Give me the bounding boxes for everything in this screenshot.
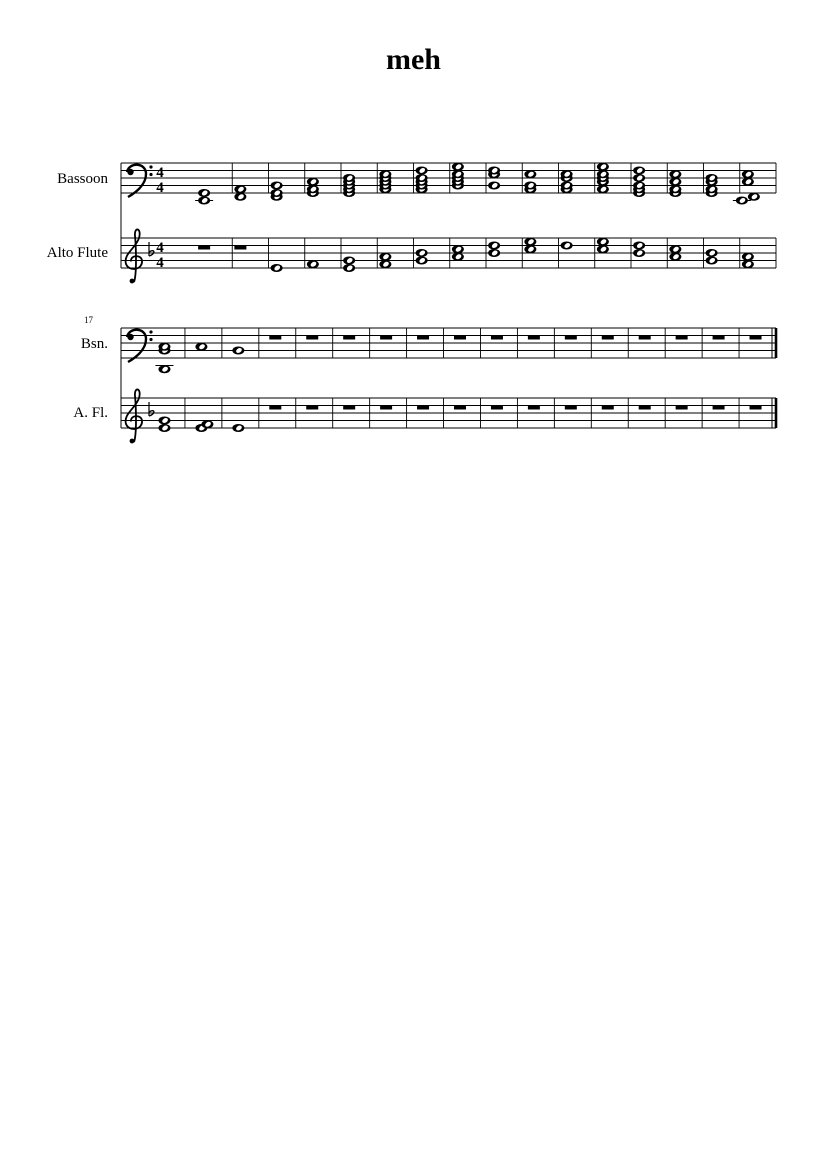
bassoon-whole-rest bbox=[491, 336, 503, 340]
bassoon-whole-rest bbox=[565, 336, 577, 340]
bassoon-whole-rest bbox=[343, 336, 355, 340]
bass-clef-icon bbox=[149, 330, 152, 333]
time-signature-numerator: 4 bbox=[156, 165, 164, 181]
alto-flute-whole-rest bbox=[343, 406, 355, 410]
bassoon-whole-rest bbox=[639, 336, 651, 340]
bassoon-whole-rest bbox=[528, 336, 540, 340]
bassoon-whole-rest bbox=[750, 336, 762, 340]
alto-flute-whole-rest bbox=[198, 246, 210, 250]
alto-flute-whole-rest bbox=[417, 406, 429, 410]
bassoon-whole-rest bbox=[380, 336, 392, 340]
alto-flute-label: Alto Flute bbox=[46, 245, 108, 261]
alto-flute-whole-rest bbox=[639, 406, 651, 410]
alto-flute-whole-rest bbox=[528, 406, 540, 410]
alto-flute-whole-rest bbox=[234, 246, 246, 250]
alto-flute-whole-rest bbox=[306, 406, 318, 410]
alto-flute-whole-rest bbox=[565, 406, 577, 410]
bassoon-whole-rest bbox=[306, 336, 318, 340]
bass-clef-icon bbox=[149, 165, 152, 168]
alto-flute-whole-rest bbox=[491, 406, 503, 410]
alto-flute-whole-rest bbox=[713, 406, 725, 410]
bass-clef-icon bbox=[149, 173, 152, 176]
bass-clef-icon bbox=[127, 334, 133, 340]
alto-flute-whole-rest bbox=[676, 406, 688, 410]
bassoon-whole-rest bbox=[676, 336, 688, 340]
bassoon-label: Bsn. bbox=[80, 336, 108, 352]
measure-number: 17 bbox=[84, 315, 93, 325]
treble-clef-icon bbox=[130, 439, 135, 444]
alto-flute-whole-rest bbox=[380, 406, 392, 410]
score-title: meh bbox=[386, 43, 441, 76]
bassoon-whole-rest bbox=[269, 336, 281, 340]
bassoon-label: Bassoon bbox=[57, 171, 108, 187]
alto-flute-whole-rest bbox=[454, 406, 466, 410]
time-signature-denominator: 4 bbox=[156, 255, 164, 271]
bassoon-whole-rest bbox=[417, 336, 429, 340]
treble-clef-icon bbox=[130, 279, 135, 284]
bassoon-whole-rest bbox=[713, 336, 725, 340]
alto-flute-whole-rest bbox=[750, 406, 762, 410]
treble-clef-icon bbox=[126, 229, 142, 282]
alto-flute-label: A. Fl. bbox=[73, 405, 108, 421]
time-signature-denominator: 4 bbox=[156, 180, 164, 196]
alto-flute-whole-rest bbox=[602, 406, 614, 410]
bassoon-whole-rest bbox=[454, 336, 466, 340]
treble-clef-icon bbox=[126, 389, 142, 442]
time-signature-numerator: 4 bbox=[156, 240, 164, 256]
alto-flute-whole-rest bbox=[269, 406, 281, 410]
bassoon-whole-rest bbox=[602, 336, 614, 340]
bass-clef-icon bbox=[127, 169, 133, 175]
bass-clef-icon bbox=[149, 338, 152, 341]
